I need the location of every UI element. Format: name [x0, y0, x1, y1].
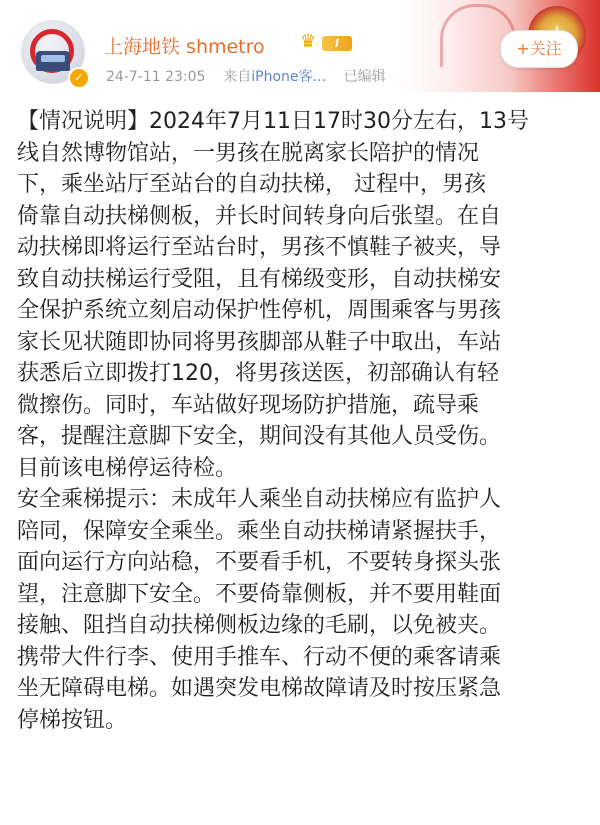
- author-name[interactable]: 上海地铁 shmetro: [104, 36, 265, 58]
- post-line: 全保护系统立刻启动保护性停机，周围乘客与男孩: [17, 298, 502, 323]
- post-line: 停梯按钮。: [17, 707, 128, 733]
- train-icon: [36, 51, 70, 71]
- post-line: 微擦伤。同时，车站做好现场防护措施，疏导乘: [17, 392, 480, 418]
- crown-icon: ♛: [300, 31, 317, 52]
- post-line: 线自然博物馆站，一男孩在脱离家长陪护的情况: [17, 140, 480, 166]
- post-line: 获悉后立即拨打120，将男孩送医，初部确认有轻: [17, 361, 499, 386]
- post-line: 家长见状随即协同将男孩脚部从鞋子中取出，车站: [17, 329, 502, 355]
- post-timestamp: 24-7-11 23:05: [106, 69, 206, 85]
- source-prefix: 来自: [223, 69, 252, 85]
- post-source-link[interactable]: iPhone客...: [251, 69, 326, 85]
- post-line: 携带大件行李、使用手推车、行动不便的乘客请乘: [17, 644, 502, 670]
- post-line: 【情况说明】2024年7月11日17时30分左右，13号: [17, 109, 529, 134]
- post-line: 客，提醒注意脚下安全，期间没有其他人员受伤。: [17, 424, 502, 449]
- post-meta: [106, 66, 386, 86]
- post-line: 陪同，保障安全乘坐。乘坐自动扶梯请紧握扶手，: [17, 518, 502, 544]
- post-line: 倚靠自动扶梯侧板，并长时间转身向后张望。在自: [17, 203, 502, 229]
- edited-label[interactable]: 已编辑: [343, 69, 386, 85]
- post-line: 坐无障碍电梯。如遇突发电梯故障请及时按压紧急: [17, 676, 502, 701]
- post-body: [17, 106, 587, 736]
- post-line: 安全乘梯提示：未成年人乘坐自动扶梯应有监护人: [17, 487, 502, 512]
- verified-badge-icon: ✓: [68, 67, 90, 89]
- post-line: 望，注意脚下安全。不要倚靠侧板，并不要用鞋面: [17, 581, 502, 607]
- post-header: [0, 0, 600, 105]
- post-line: 下，乘坐站厅至站台的自动扶梯， 过程中，男孩: [17, 172, 486, 197]
- post-line: 动扶梯即将运行至站台时，男孩不慎鞋子被夹，导: [17, 235, 502, 260]
- post-line: 致自动扶梯运行受阻，且有梯级变形，自动扶梯安: [17, 266, 502, 292]
- post-line: 接触、阻挡自动扶梯侧板边缘的毛刷，以免被夹。: [17, 613, 502, 638]
- post-line: 面向运行方向站稳，不要看手机，不要转身探头张: [17, 550, 502, 575]
- level-badge[interactable]: I: [322, 36, 352, 51]
- post-line: 目前该电梯停运待检。: [17, 455, 238, 481]
- follow-button[interactable]: +关注: [500, 30, 578, 68]
